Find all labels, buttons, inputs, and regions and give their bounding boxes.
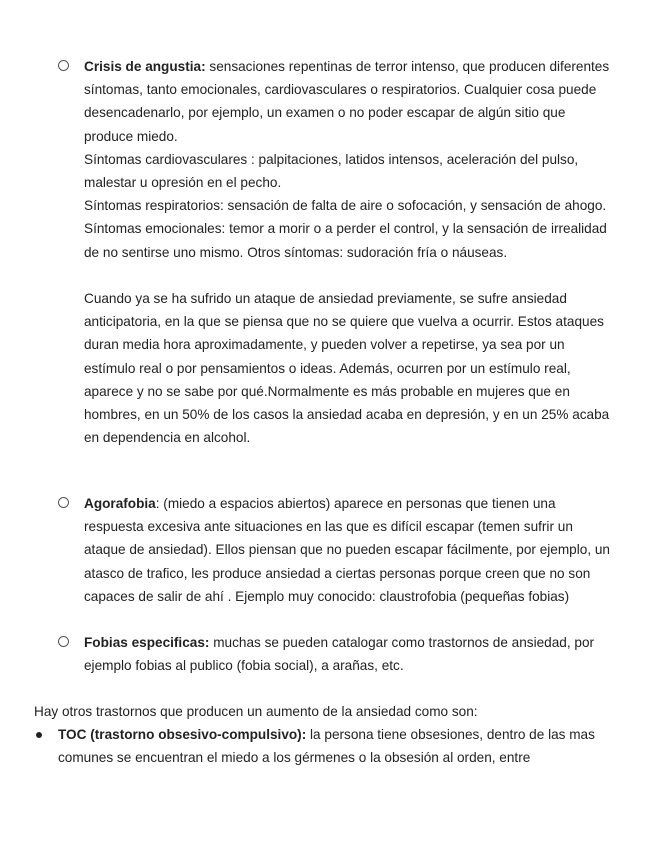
term-label: Crisis de angustia: — [84, 59, 206, 74]
anxiety-disorders-list — [58, 492, 618, 608]
bullet-dot-icon — [36, 732, 42, 738]
item-text: la persona tiene obsesiones, dentro de las mas comunes se encuentran el miedo a los gérmenes o la obsesión al orden, entre — [58, 727, 595, 766]
list-item-crisis-angustia — [58, 55, 618, 449]
circle-bullet-icon — [58, 60, 69, 71]
term-label: TOC (trastorno obsesivo-compulsivo): — [58, 727, 307, 742]
circle-bullet-icon — [58, 497, 69, 508]
term-label: Agorafobia — [84, 496, 156, 511]
anxiety-disorders-list — [58, 55, 618, 449]
circle-bullet-icon — [58, 636, 69, 647]
list-item-agorafobia — [58, 492, 618, 608]
term-label: Fobias especificas: — [84, 635, 210, 650]
intro-paragraph: Hay otros trastornos que producen un aumento de la ansiedad como son: — [34, 704, 478, 719]
item-text: Síntomas emocionales: temor a morir o a perder el control, y la sensación de irrealidad de no sentirse uno mismo. Otros síntomas: sudoración fría o náuseas. — [84, 221, 607, 260]
item-text: sensaciones repentinas de terror intenso, que producen diferentes síntomas, tanto emocionales, cardiovasculares o respiratorios. Cualquier cosa puede desencadenarlo, por ejemplo, un examen o no poder escapar de algún sitio que produce miedo. — [84, 59, 610, 144]
item-text: Síntomas respiratorios: sensación de falta de aire o sofocación, y sensación de ahogo. — [84, 198, 607, 214]
item-text: Cuando ya se ha sufrido un ataque de ansiedad previamente, se sufre ansiedad anticipatoria, en la que se piensa que no se quiere que vuelva a ocurrir. Estos ataques duran media hora aproximadamente, y pueden volver a repetirse, ya sea por un estímulo real o por pensamientos o ideas. Además, ocurren por un estímulo real, aparece y no se sabe por qué.Normalmente es más probable en mujeres que en hombres, en un 50% de los casos la ansiedad acaba en depresión, y en un 25% acaba en dependencia en alcohol. — [84, 291, 610, 446]
item-text: muchas se pueden catalogar como trastornos de ansiedad, por ejemplo fobias al publico (fobia social), a arañas, etc. — [84, 635, 595, 674]
item-text: Síntomas cardiovasculares : palpitaciones, latidos intensos, aceleración del pulso, malestar u opresión en el pecho. — [84, 151, 579, 191]
item-text: : (miedo a espacios abiertos) aparece en personas que tienen una respuesta excesiva ante situaciones en las que es difícil escapar (temen sufrir un ataque de ansiedad). Ellos piensan que no pueden escapar fácilmente, por ejemplo, un atasco de trafico, les produce ansiedad a ciertas personas porque creen que no son capaces de salir de ahí . Ejemplo muy conocido: claustrofobia (pequeñas fobias) — [84, 496, 610, 604]
list-item-fobias-especificas — [58, 631, 618, 677]
list-item-toc — [34, 723, 624, 769]
anxiety-disorders-list — [58, 631, 618, 677]
